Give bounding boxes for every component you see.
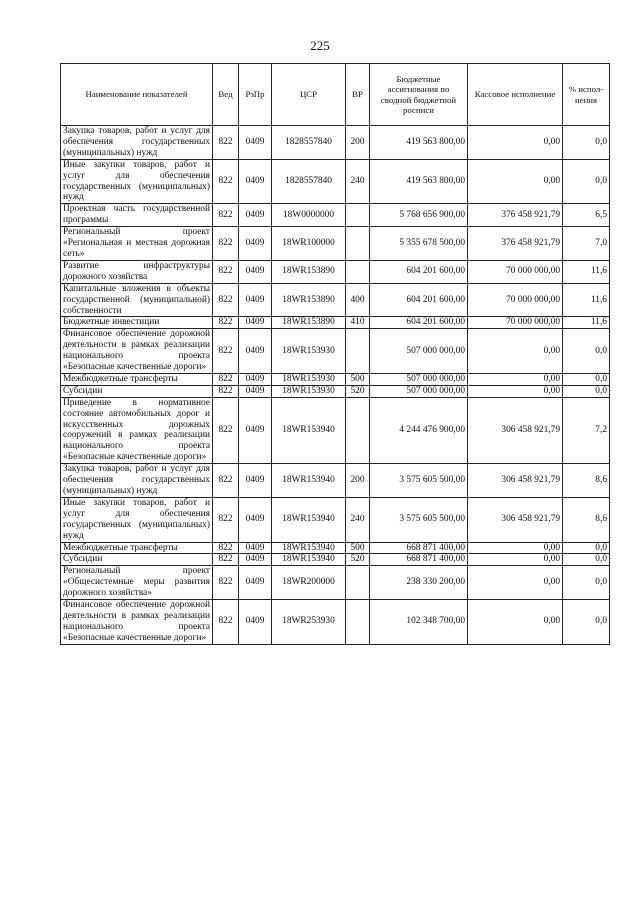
cell-ved: 822 xyxy=(213,566,239,600)
table-row xyxy=(61,260,610,283)
header-budget: Бюджетные ассигнования по сводной бюджетной росписи xyxy=(370,64,468,126)
cell-cash: 0,00 xyxy=(468,542,563,554)
cell-budget: 238 330 200,00 xyxy=(370,566,468,600)
table-row xyxy=(61,373,610,385)
cell-cash: 376 458 921,79 xyxy=(468,204,563,227)
cell-ved: 822 xyxy=(213,283,239,317)
cell-percent: 0,0 xyxy=(563,126,610,160)
header-percent: % испол-нения xyxy=(563,64,610,126)
cell-vr xyxy=(346,260,370,283)
table-row xyxy=(61,464,610,498)
table-row xyxy=(61,159,610,204)
cell-rzpr: 0409 xyxy=(239,204,272,227)
cell-budget: 419 563 800,00 xyxy=(370,126,468,160)
cell-percent: 8,6 xyxy=(563,464,610,498)
cell-ved: 822 xyxy=(213,317,239,329)
cell-percent: 11,6 xyxy=(563,317,610,329)
cell-csr: 1828557840 xyxy=(272,126,346,160)
cell-rzpr: 0409 xyxy=(239,227,272,261)
cell-ved: 822 xyxy=(213,554,239,566)
table-row xyxy=(61,566,610,600)
cell-cash: 0,00 xyxy=(468,126,563,160)
cell-name: Региональный проект «Региональная и местная дорожная сеть» xyxy=(61,227,213,261)
cell-rzpr: 0409 xyxy=(239,159,272,204)
cell-ved: 822 xyxy=(213,329,239,374)
cell-name: Финансовое обеспечение дорожной деятельности в рамках реализации национального проекта «Безопасные качественные дороги» xyxy=(61,329,213,374)
table-row xyxy=(61,283,610,317)
cell-cash: 0,00 xyxy=(468,329,563,374)
cell-vr xyxy=(346,397,370,463)
cell-rzpr: 0409 xyxy=(239,464,272,498)
cell-ved: 822 xyxy=(213,227,239,261)
cell-percent: 11,6 xyxy=(563,283,610,317)
cell-budget: 507 000 000,00 xyxy=(370,385,468,397)
cell-ved: 822 xyxy=(213,497,239,542)
header-cash: Кассовое исполнение xyxy=(468,64,563,126)
header-ved: Вед xyxy=(213,64,239,126)
cell-percent: 0,0 xyxy=(563,542,610,554)
cell-name: Приведение в нормативное состояние автомобильных дорог и искусственных дорожных сооружений в рамках реализации национального проекта «Безопасные качественные дороги» xyxy=(61,397,213,463)
cell-csr: 18WR153940 xyxy=(272,397,346,463)
table-row xyxy=(61,554,610,566)
cell-ved: 822 xyxy=(213,397,239,463)
header-rzpr: РзПр xyxy=(239,64,272,126)
cell-percent: 0,0 xyxy=(563,373,610,385)
cell-csr: 18WR100000 xyxy=(272,227,346,261)
cell-name: Капитальные вложения в объекты государственной (муниципальной) собственности xyxy=(61,283,213,317)
cell-rzpr: 0409 xyxy=(239,600,272,645)
table-row xyxy=(61,204,610,227)
cell-budget: 5 355 678 500,00 xyxy=(370,227,468,261)
cell-ved: 822 xyxy=(213,542,239,554)
budget-table xyxy=(60,63,610,645)
table-row xyxy=(61,600,610,645)
cell-percent: 0,0 xyxy=(563,566,610,600)
cell-name: Финансовое обеспечение дорожной деятельности в рамках реализации национального проекта «Безопасные качественные дороги» xyxy=(61,600,213,645)
cell-cash: 70 000 000,00 xyxy=(468,260,563,283)
cell-budget: 5 768 656 900,00 xyxy=(370,204,468,227)
cell-vr xyxy=(346,329,370,374)
page-number: 225 xyxy=(310,38,330,53)
cell-rzpr: 0409 xyxy=(239,497,272,542)
cell-budget: 419 563 800,00 xyxy=(370,159,468,204)
cell-ved: 822 xyxy=(213,204,239,227)
cell-csr: 18WR153930 xyxy=(272,385,346,397)
cell-budget: 4 244 476 900,00 xyxy=(370,397,468,463)
table-header-row xyxy=(61,64,610,126)
table-row xyxy=(61,126,610,160)
cell-budget: 3 575 605 500,00 xyxy=(370,497,468,542)
cell-ved: 822 xyxy=(213,159,239,204)
cell-vr: 200 xyxy=(346,126,370,160)
cell-vr: 520 xyxy=(346,554,370,566)
cell-cash: 0,00 xyxy=(468,600,563,645)
cell-csr: 18WR153890 xyxy=(272,317,346,329)
cell-budget: 604 201 600,00 xyxy=(370,317,468,329)
cell-csr: 18WR153940 xyxy=(272,497,346,542)
cell-budget: 3 575 605 500,00 xyxy=(370,464,468,498)
cell-name: Межбюджетные трансферты xyxy=(61,542,213,554)
table-body xyxy=(61,126,610,645)
cell-percent: 6,5 xyxy=(563,204,610,227)
cell-percent: 7,2 xyxy=(563,397,610,463)
cell-rzpr: 0409 xyxy=(239,385,272,397)
cell-rzpr: 0409 xyxy=(239,283,272,317)
cell-ved: 822 xyxy=(213,464,239,498)
cell-csr: 18WR153930 xyxy=(272,329,346,374)
cell-csr: 18WR153940 xyxy=(272,464,346,498)
cell-name: Закупка товаров, работ и услуг для обеспечения государственных (муниципальных) нужд xyxy=(61,126,213,160)
cell-budget: 668 871 400,00 xyxy=(370,542,468,554)
cell-vr: 240 xyxy=(346,159,370,204)
cell-percent: 0,0 xyxy=(563,385,610,397)
cell-rzpr: 0409 xyxy=(239,126,272,160)
cell-cash: 306 458 921,79 xyxy=(468,397,563,463)
cell-rzpr: 0409 xyxy=(239,566,272,600)
cell-rzpr: 0409 xyxy=(239,397,272,463)
cell-rzpr: 0409 xyxy=(239,260,272,283)
cell-ved: 822 xyxy=(213,385,239,397)
cell-csr: 18WR153890 xyxy=(272,260,346,283)
table-row xyxy=(61,317,610,329)
cell-vr: 400 xyxy=(346,283,370,317)
cell-name: Развитие инфраструктуры дорожного хозяйства xyxy=(61,260,213,283)
cell-csr: 18WR153930 xyxy=(272,373,346,385)
cell-ved: 822 xyxy=(213,600,239,645)
cell-vr: 200 xyxy=(346,464,370,498)
header-name: Наименование показателей xyxy=(61,64,213,126)
cell-name: Субсидии xyxy=(61,385,213,397)
cell-cash: 70 000 000,00 xyxy=(468,317,563,329)
cell-percent: 11,6 xyxy=(563,260,610,283)
table-row xyxy=(61,329,610,374)
cell-name: Субсидии xyxy=(61,554,213,566)
cell-cash: 0,00 xyxy=(468,385,563,397)
cell-cash: 0,00 xyxy=(468,373,563,385)
cell-ved: 822 xyxy=(213,260,239,283)
table-row xyxy=(61,542,610,554)
cell-percent: 0,0 xyxy=(563,159,610,204)
cell-cash: 70 000 000,00 xyxy=(468,283,563,317)
cell-vr: 500 xyxy=(346,542,370,554)
cell-vr: 500 xyxy=(346,373,370,385)
cell-cash: 376 458 921,79 xyxy=(468,227,563,261)
cell-percent: 0,0 xyxy=(563,600,610,645)
cell-vr xyxy=(346,227,370,261)
cell-csr: 18WR153940 xyxy=(272,542,346,554)
cell-vr: 240 xyxy=(346,497,370,542)
cell-budget: 102 348 700,00 xyxy=(370,600,468,645)
cell-cash: 0,00 xyxy=(468,566,563,600)
cell-rzpr: 0409 xyxy=(239,373,272,385)
cell-csr: 18W0000000 xyxy=(272,204,346,227)
header-vr: ВР xyxy=(346,64,370,126)
cell-percent: 0,0 xyxy=(563,329,610,374)
cell-rzpr: 0409 xyxy=(239,554,272,566)
cell-name: Межбюджетные трансферты xyxy=(61,373,213,385)
cell-cash: 306 458 921,79 xyxy=(468,497,563,542)
cell-percent: 8,6 xyxy=(563,497,610,542)
cell-budget: 668 871 400,00 xyxy=(370,554,468,566)
cell-name: Бюджетные инвестиции xyxy=(61,317,213,329)
cell-vr xyxy=(346,566,370,600)
cell-csr: 1828557840 xyxy=(272,159,346,204)
cell-budget: 604 201 600,00 xyxy=(370,260,468,283)
header-csr: ЦСР xyxy=(272,64,346,126)
cell-ved: 822 xyxy=(213,126,239,160)
cell-vr xyxy=(346,600,370,645)
cell-rzpr: 0409 xyxy=(239,317,272,329)
table-row xyxy=(61,385,610,397)
cell-cash: 0,00 xyxy=(468,159,563,204)
cell-rzpr: 0409 xyxy=(239,542,272,554)
cell-rzpr: 0409 xyxy=(239,329,272,374)
cell-csr: 18WR200000 xyxy=(272,566,346,600)
cell-percent: 7,0 xyxy=(563,227,610,261)
cell-name: Закупка товаров, работ и услуг для обеспечения государственных (муниципальных) нужд xyxy=(61,464,213,498)
cell-vr xyxy=(346,204,370,227)
cell-budget: 507 000 000,00 xyxy=(370,373,468,385)
cell-cash: 0,00 xyxy=(468,554,563,566)
cell-budget: 604 201 600,00 xyxy=(370,283,468,317)
cell-csr: 18WR153940 xyxy=(272,554,346,566)
table-row xyxy=(61,397,610,463)
cell-cash: 306 458 921,79 xyxy=(468,464,563,498)
cell-ved: 822 xyxy=(213,373,239,385)
cell-budget: 507 000 000,00 xyxy=(370,329,468,374)
table-row xyxy=(61,227,610,261)
cell-name: Региональный проект «Общесистемные меры развития дорожного хозяйства» xyxy=(61,566,213,600)
cell-vr: 410 xyxy=(346,317,370,329)
cell-vr: 520 xyxy=(346,385,370,397)
cell-name: Иные закупки товаров, работ и услуг для обеспечения государственных (муниципальных) нужд xyxy=(61,497,213,542)
cell-csr: 18WR153890 xyxy=(272,283,346,317)
cell-percent: 0,0 xyxy=(563,554,610,566)
cell-name: Иные закупки товаров, работ и услуг для обеспечения государственных (муниципальных) нужд xyxy=(61,159,213,204)
cell-csr: 18WR253930 xyxy=(272,600,346,645)
cell-name: Проектная часть государственной программы xyxy=(61,204,213,227)
table-row xyxy=(61,497,610,542)
